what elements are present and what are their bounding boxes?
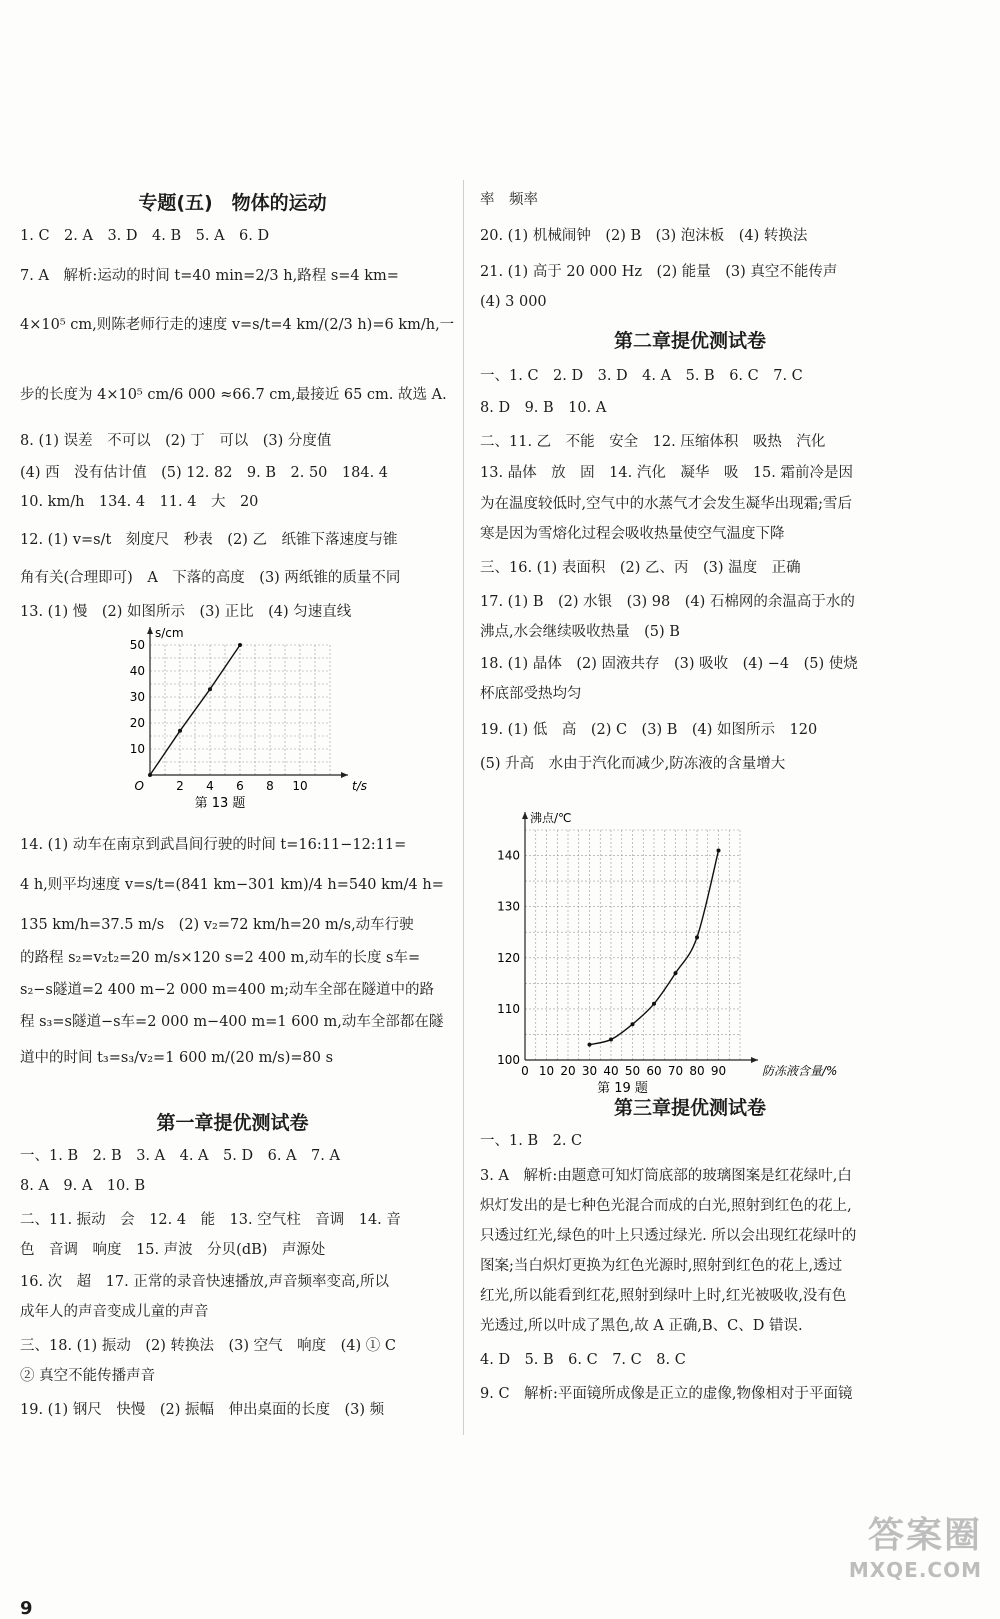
answer-line: 图案;当白炽灯更换为红色光源时,照射到红色的花上,透过 (480, 1258, 843, 1274)
answer-line: (5) 升高 水由于汽化而减少,防冻液的含量增大 (480, 756, 786, 772)
x-tick-label: 10 (292, 779, 308, 793)
answer-line: 红光,所以能看到红花,照射到绿叶上时,红光被吸收,没有色 (480, 1288, 847, 1304)
answer-line: 角有关(合理即可) A 下落的高度 (3) 两纸锥的质量不同 (20, 570, 401, 586)
data-point (695, 935, 699, 939)
y-tick-label: 40 (129, 664, 145, 678)
y-tick-label: 140 (497, 848, 520, 863)
y-tick-label: 100 (497, 1053, 520, 1067)
answer-line: ② 真空不能传播声音 (20, 1368, 156, 1384)
x-tick-label: 10 (538, 1064, 555, 1078)
answer-line: 二、11. 振动 会 12. 4 能 13. 空气柱 音调 14. 音 (20, 1212, 401, 1228)
x-tick-label: 0 (521, 1064, 529, 1078)
answer-line: 三、16. (1) 表面积 (2) 乙、丙 (3) 温度 正确 (480, 560, 801, 576)
answer-line: 20. (1) 机械闹钟 (2) B (3) 泡沫板 (4) 转换法 (480, 228, 808, 244)
y-axis-arrow (147, 627, 153, 634)
y-axis-arrow (522, 812, 528, 819)
page-number: 9 (20, 1598, 33, 1619)
answer-line: 13. 晶体 放 固 14. 汽化 凝华 吸 15. 霜前冷是因 (480, 465, 854, 481)
column-divider (463, 180, 464, 1435)
answer-line: (4) 西 没有估计值 (5) 12. 82 9. B 2. 50 184. 4 (20, 465, 389, 481)
x-axis-label: t/s (352, 779, 367, 793)
x-tick-label: 40 (603, 1064, 619, 1078)
answer-line: 3. A 解析:由题意可知灯筒底部的玻璃图案是红花绿叶,白 (480, 1168, 852, 1184)
answer-line: 二、11. 乙 不能 安全 12. 压缩体积 吸热 汽化 (480, 434, 826, 450)
answer-line: s₂−s隧道=2 400 m−2 000 m=400 m;动车全部在隧道中的路 (20, 982, 434, 998)
y-tick-label: 50 (129, 638, 145, 652)
answer-line: 寒是因为雪熔化过程会吸收热量使空气温度下降 (480, 526, 785, 542)
answer-line: 8. D 9. B 10. A (480, 400, 607, 416)
data-point (717, 848, 721, 852)
x-axis-arrow (341, 772, 348, 778)
answer-line: 4 h,则平均速度 v=s/t=(841 km−301 km)/4 h=540 km/4 h= (20, 877, 444, 893)
data-point (588, 1043, 592, 1047)
y-axis-label: 沸点/℃ (530, 811, 572, 825)
answer-line: 只透过红光,绿色的叶上只透过绿光. 所以会出现红花绿叶的 (480, 1228, 857, 1244)
answer-line: 21. (1) 高于 20 000 Hz (2) 能量 (3) 真空不能传声 (480, 264, 838, 280)
origin-label: O (134, 779, 144, 793)
data-point (148, 773, 152, 777)
answer-line: 率 频率 (480, 192, 538, 208)
data-point (208, 687, 212, 691)
x-tick-label: 80 (689, 1064, 705, 1078)
chart-question-19 (480, 798, 875, 1108)
answer-line: 道中的时间 t₃=s₃/v₂=1 600 m/(20 m/s)=80 s (20, 1050, 334, 1066)
answer-line: 18. (1) 晶体 (2) 固液共存 (3) 吸收 (4) −4 (5) 使烧 (480, 656, 858, 672)
x-tick-label: 90 (710, 1064, 727, 1078)
answer-line: 色 音调 响度 15. 声波 分贝(dB) 声源处 (20, 1242, 326, 1258)
answer-line: 19. (1) 钢尺 快慢 (2) 振幅 伸出桌面的长度 (3) 频 (20, 1402, 385, 1418)
answer-line: 1. C 2. A 3. D 4. B 5. A 6. D (20, 228, 270, 244)
answer-line: 8. A 9. A 10. B (20, 1178, 146, 1194)
answer-line: 16. 次 超 17. 正常的录音快速播放,声音频率变高,所以 (20, 1274, 390, 1290)
answer-line: 4×10⁵ cm,则陈老师行走的速度 v=s/t=4 km/(2/3 h)=6 km/h,一 (20, 317, 455, 333)
chapter3-title: 第三章提优测试卷 (613, 1097, 766, 1119)
answer-line: 4. D 5. B 6. C 7. C 8. C (480, 1352, 686, 1368)
x-tick-label: 70 (667, 1064, 684, 1078)
x-tick-label: 2 (176, 779, 184, 793)
answer-line: 9. C 解析:平面镜所成像是正立的虚像,物像相对于平面镜 (480, 1386, 853, 1402)
data-point (238, 643, 242, 647)
watermark: 答案圈 MXQE.COM (848, 1515, 982, 1582)
answer-line: 杯底部受热均匀 (480, 686, 582, 702)
topic-title: 专题(五) 物体的运动 (138, 192, 327, 214)
y-tick-label: 120 (497, 950, 520, 965)
x-axis-label: 防冻液含量/% (762, 1064, 838, 1078)
chapter1-title: 第一章提优测试卷 (156, 1112, 309, 1134)
answer-line: 成年人的声音变成儿童的声音 (20, 1304, 209, 1320)
data-point (609, 1038, 613, 1042)
answer-line: 程 s₃=s隧道−s车=2 000 m−400 m=1 600 m,动车全部都在隧 (20, 1014, 444, 1030)
chart-question-13 (120, 626, 367, 830)
x-tick-label: 8 (266, 779, 274, 793)
x-tick-label: 20 (560, 1064, 576, 1078)
data-point (631, 1022, 635, 1026)
answer-line: 一、1. C 2. D 3. D 4. A 5. B 6. C 7. C (480, 368, 803, 384)
y-axis-label: s/cm (155, 626, 184, 640)
chart-caption: 第 13 题 (194, 796, 246, 811)
answer-line: 炽灯发出的是七种色光混合而成的白光,照射到红色的花上, (480, 1198, 852, 1214)
answer-line: 13. (1) 慢 (2) 如图所示 (3) 正比 (4) 匀速直线 (20, 604, 352, 620)
chart-caption: 第 19 题 (597, 1081, 648, 1096)
answer-line: 14. (1) 动车在南京到武昌间行驶的时间 t=16:11−12:11= (20, 837, 407, 853)
data-point (674, 971, 678, 975)
chapter2-title: 第二章提优测试卷 (613, 330, 766, 352)
answer-line: 沸点,水会继续吸收热量 (5) B (480, 624, 680, 640)
x-tick-label: 30 (581, 1064, 598, 1078)
y-tick-label: 10 (129, 742, 145, 756)
x-tick-label: 4 (206, 779, 214, 793)
y-tick-label: 110 (497, 1001, 520, 1016)
answer-line: 135 km/h=37.5 m/s (2) v₂=72 km/h=20 m/s,动车行驶 (20, 917, 414, 933)
answer-line: 19. (1) 低 高 (2) C (3) B (4) 如图所示 120 (480, 722, 818, 738)
answer-line: 一、1. B 2. B 3. A 4. A 5. D 6. A 7. A (20, 1148, 340, 1164)
answer-line: (4) 3 000 (480, 294, 547, 310)
answer-line: 12. (1) v=s/t 刻度尺 秒表 (2) 乙 纸锥下落速度与锥 (20, 532, 398, 548)
answer-line: 步的长度为 4×10⁵ cm/6 000 ≈66.7 cm,最接近 65 cm. 故选 A. (20, 387, 447, 403)
y-tick-label: 20 (129, 716, 145, 730)
answer-line: 的路程 s₂=v₂t₂=20 m/s×120 s=2 400 m,动车的长度 s车= (20, 950, 421, 966)
y-tick-label: 30 (129, 690, 145, 704)
data-point (652, 1002, 656, 1006)
answer-line: 光透过,所以叶成了黑色,故 A 正确,B、C、D 错误. (480, 1318, 803, 1334)
x-axis-arrow (751, 1057, 758, 1063)
y-tick-label: 130 (497, 899, 520, 914)
answer-line: 17. (1) B (2) 水银 (3) 98 (4) 石棉网的余温高于水的 (480, 594, 855, 610)
answer-line: 7. A 解析:运动的时间 t=40 min=2/3 h,路程 s=4 km= (20, 268, 399, 284)
x-tick-label: 60 (646, 1064, 662, 1078)
answer-line: 为在温度较低时,空气中的水蒸气才会发生凝华出现霜;雪后 (480, 496, 852, 512)
x-tick-label: 50 (624, 1064, 641, 1078)
answer-line: 8. (1) 误差 不可以 (2) 丁 可以 (3) 分度值 (20, 433, 332, 449)
answer-line: 10. km/h 134. 4 11. 4 大 20 (20, 494, 259, 510)
x-tick-label: 6 (236, 779, 244, 793)
answer-line: 一、1. B 2. C (480, 1133, 583, 1149)
answer-line: 三、18. (1) 振动 (2) 转换法 (3) 空气 响度 (4) ① C (20, 1338, 396, 1354)
data-point (178, 729, 182, 733)
